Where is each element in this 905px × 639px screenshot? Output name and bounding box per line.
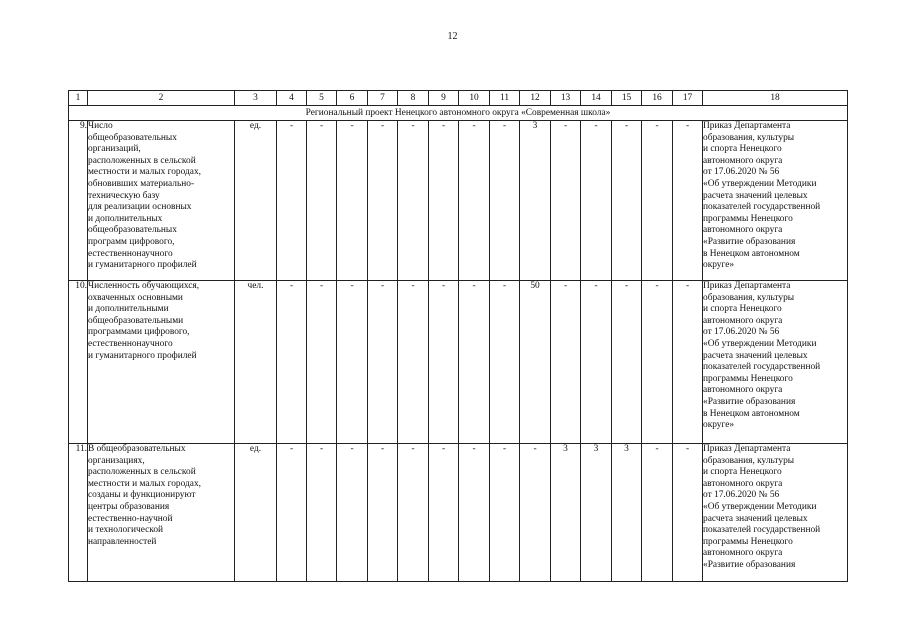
indicator-rows: [69, 121, 848, 582]
source-line: Приказ Департамента: [703, 281, 791, 291]
value-cell: -: [398, 121, 429, 281]
indicator-name-line: естественнонаучного: [88, 248, 173, 259]
value-cell: -: [673, 281, 703, 444]
source-line: в Ненецком автономном: [703, 248, 800, 259]
source-line: округе»: [703, 420, 735, 431]
indicator-name-line: местности и малых городах,: [88, 167, 201, 178]
value-cell: 3: [551, 444, 581, 582]
value-cell: -: [337, 444, 368, 582]
indicator-name-line: общеобразовательных: [88, 225, 177, 236]
indicator-name-line: естественно-научной: [88, 513, 173, 524]
indicator-name-line: общеобразовательными: [88, 315, 184, 326]
column-header: 10: [459, 91, 490, 106]
value-cell: -: [551, 121, 581, 281]
table-row: [69, 121, 848, 281]
unit-cell: ед.: [235, 444, 277, 582]
unit-cell: чел.: [235, 281, 277, 444]
indicator-name: [88, 281, 235, 444]
indicator-name-line: направленностей: [88, 536, 157, 547]
value-cell: -: [490, 121, 520, 281]
row-number: 11.: [69, 444, 88, 582]
source-line: автономного округа: [703, 478, 783, 489]
indicator-name-line: и гуманитарного профилей: [88, 260, 197, 271]
value-cell: -: [642, 444, 673, 582]
indicator-name-line: программами цифрового,: [88, 327, 190, 338]
source-line: автономного округа: [703, 225, 783, 236]
indicator-name-line: центры образования: [88, 501, 170, 512]
indicator-name-line: общеобразовательных: [88, 132, 177, 143]
source-line: расчета значений целевых: [703, 350, 808, 361]
column-number-row: [69, 91, 848, 106]
column-header: 2: [88, 91, 235, 106]
source-line: «Об утверждении Методики: [703, 501, 817, 512]
column-header: 6: [337, 91, 368, 106]
value-cell: -: [673, 121, 703, 281]
table-row: [69, 281, 848, 444]
source-line: расчета значений целевых: [703, 513, 808, 524]
column-header: 8: [398, 91, 429, 106]
column-header: 16: [642, 91, 673, 106]
source-document: [703, 444, 848, 582]
indicator-name-line: и технологической: [88, 525, 164, 536]
source-document: [703, 121, 848, 281]
source-line: программы Ненецкого: [703, 536, 793, 547]
source-line: и спорта Ненецкого: [703, 467, 782, 478]
source-line: расчета значений целевых: [703, 190, 808, 201]
value-cell: -: [398, 281, 429, 444]
source-line: показателей государственной: [703, 362, 821, 373]
source-line: автономного округа: [703, 548, 783, 559]
value-cell: -: [337, 121, 368, 281]
value-cell: -: [307, 281, 337, 444]
value-cell: -: [581, 281, 612, 444]
value-cell: -: [277, 121, 307, 281]
value-cell: -: [612, 121, 642, 281]
source-line: образования, культуры: [703, 132, 795, 143]
value-cell: 3: [520, 121, 551, 281]
indicator-name: [88, 121, 235, 281]
indicator-name-line: обновивших материально-: [88, 178, 195, 189]
indicator-name-line: организациях,: [88, 455, 145, 466]
value-cell: -: [642, 121, 673, 281]
indicator-name-line: Численность обучающихся,: [88, 281, 200, 291]
indicator-name-line: созданы и функционируют: [88, 490, 196, 501]
row-number: 9.: [69, 121, 88, 281]
column-header: 12: [520, 91, 551, 106]
value-cell: -: [277, 281, 307, 444]
value-cell: -: [429, 281, 459, 444]
unit-cell: ед.: [235, 121, 277, 281]
value-cell: -: [490, 281, 520, 444]
indicator-name-line: программ цифрового,: [88, 236, 175, 247]
source-line: округе»: [703, 260, 735, 271]
source-line: автономного округа: [703, 315, 783, 326]
source-line: программы Ненецкого: [703, 373, 793, 384]
indicator-name-line: расположенных в сельской: [88, 155, 196, 166]
indicator-name-line: техническую базу: [88, 190, 160, 201]
source-line: Приказ Департамента: [703, 444, 791, 454]
value-cell: -: [307, 444, 337, 582]
source-line: и спорта Ненецкого: [703, 144, 782, 155]
source-line: в Ненецком автономном: [703, 408, 800, 419]
source-line: «Развитие образования: [703, 559, 796, 570]
source-line: показателей государственной: [703, 202, 821, 213]
indicator-name-line: Число: [88, 121, 113, 131]
column-header: 18: [703, 91, 848, 106]
column-header: 4: [277, 91, 307, 106]
column-header: 1: [69, 91, 88, 106]
source-line: от 17.06.2020 № 56: [703, 167, 780, 178]
column-header: 11: [490, 91, 520, 106]
value-cell: 3: [612, 444, 642, 582]
indicator-name-line: и дополнительными: [88, 304, 169, 315]
column-header: 3: [235, 91, 277, 106]
source-line: программы Ненецкого: [703, 213, 793, 224]
indicator-name-line: естественнонаучного: [88, 338, 173, 349]
column-header: 5: [307, 91, 337, 106]
column-header: 9: [429, 91, 459, 106]
value-cell: -: [398, 444, 429, 582]
source-line: от 17.06.2020 № 56: [703, 327, 780, 338]
value-cell: 50: [520, 281, 551, 444]
value-cell: -: [612, 281, 642, 444]
value-cell: -: [307, 121, 337, 281]
source-line: автономного округа: [703, 385, 783, 396]
value-cell: -: [673, 444, 703, 582]
source-line: образования, культуры: [703, 455, 795, 466]
value-cell: -: [429, 444, 459, 582]
source-line: показателей государственной: [703, 525, 821, 536]
source-line: «Об утверждении Методики: [703, 338, 817, 349]
indicator-name-line: для реализации основных: [88, 202, 192, 213]
source-line: автономного округа: [703, 155, 783, 166]
value-cell: -: [642, 281, 673, 444]
column-header: 14: [581, 91, 612, 106]
value-cell: -: [368, 444, 398, 582]
value-cell: -: [429, 121, 459, 281]
value-cell: -: [459, 281, 490, 444]
indicator-name-line: организаций,: [88, 144, 141, 155]
value-cell: -: [459, 121, 490, 281]
section-title: Региональный проект Ненецкого автономного округа «Современная школа»: [69, 106, 848, 121]
indicator-name-line: и дополнительных: [88, 213, 163, 224]
indicator-name-line: и гуманитарного профилей: [88, 350, 197, 361]
value-cell: -: [368, 281, 398, 444]
indicator-name-line: расположенных в сельской: [88, 467, 196, 478]
indicator-name-line: В общеобразовательных: [88, 444, 186, 454]
row-number: 10.: [69, 281, 88, 444]
column-header: 13: [551, 91, 581, 106]
value-cell: -: [459, 444, 490, 582]
value-cell: -: [581, 121, 612, 281]
column-header: 17: [673, 91, 703, 106]
source-line: Приказ Департамента: [703, 121, 791, 131]
value-cell: -: [490, 444, 520, 582]
table-row: [69, 444, 848, 582]
source-line: «Развитие образования: [703, 396, 796, 407]
source-line: от 17.06.2020 № 56: [703, 490, 780, 501]
value-cell: -: [520, 444, 551, 582]
indicator-name: [88, 444, 235, 582]
source-line: «Об утверждении Методики: [703, 178, 817, 189]
source-line: и спорта Ненецкого: [703, 304, 782, 315]
page-number: 12: [447, 31, 458, 42]
indicator-name-line: местности и малых городах,: [88, 478, 201, 489]
value-cell: -: [337, 281, 368, 444]
column-header: 7: [368, 91, 398, 106]
value-cell: -: [551, 281, 581, 444]
source-line: «Развитие образования: [703, 236, 796, 247]
source-document: [703, 281, 848, 444]
indicator-name-line: охваченных основными: [88, 292, 183, 303]
value-cell: -: [277, 444, 307, 582]
indicators-table: [68, 90, 848, 582]
source-line: образования, культуры: [703, 292, 795, 303]
value-cell: 3: [581, 444, 612, 582]
value-cell: -: [368, 121, 398, 281]
section-row: [69, 106, 848, 121]
column-header: 15: [612, 91, 642, 106]
